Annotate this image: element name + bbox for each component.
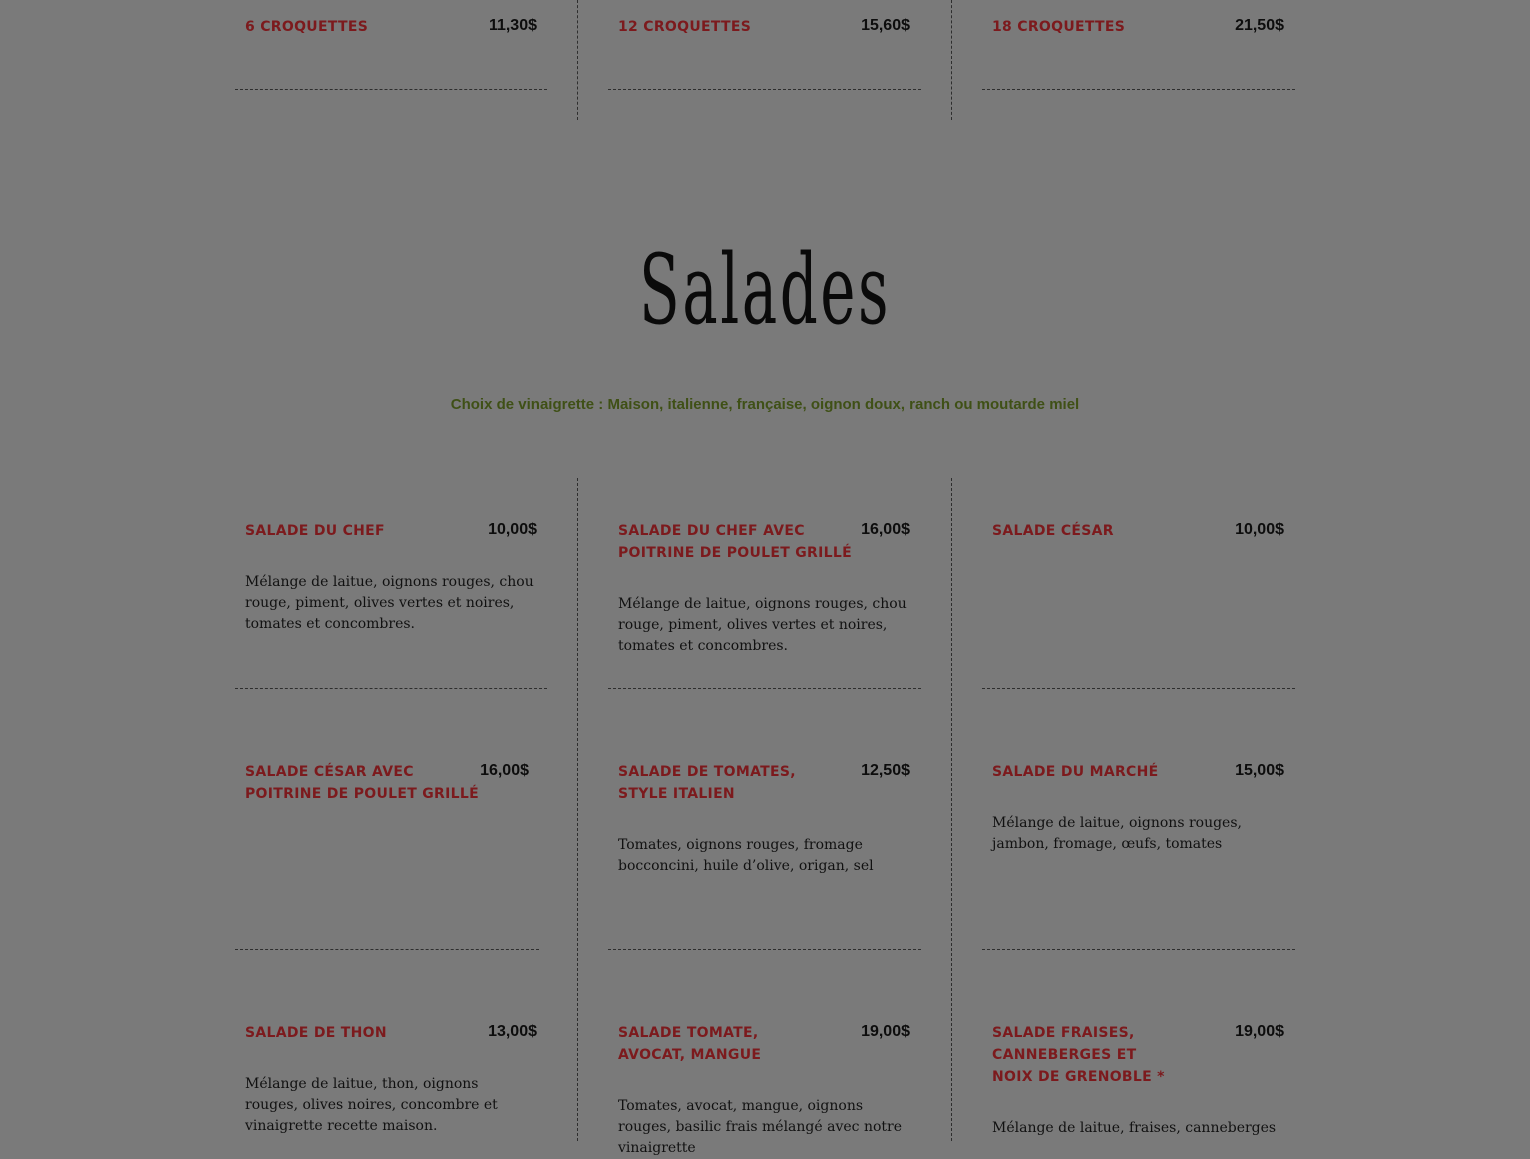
item-price: 15,60$ (861, 17, 910, 34)
item-name: SALADE DU CHEF AVEC POITRINE DE POULET GRILLÉ (618, 523, 852, 561)
item-separator (982, 89, 1295, 90)
item-price: 10,00$ (1235, 521, 1284, 538)
item-price: 11,30$ (488, 17, 537, 34)
item-description: Mélange de laitue, thon, oignons rouges, olives noires, concombre et vinaigrette recette maison. (245, 1076, 498, 1134)
item-separator (235, 949, 539, 950)
item-price: 16,00$ (861, 521, 910, 538)
item-name: 6 CROQUETTES (245, 19, 369, 35)
item-separator (235, 89, 547, 90)
item-price: 13,00$ (488, 1023, 537, 1040)
section-title: Salades (638, 234, 892, 346)
item-name: SALADE FRAISES, CANNEBERGES ET NOIX DE GRENOBLE * (992, 1025, 1165, 1085)
item-name: 12 CROQUETTES (618, 19, 752, 35)
item-name: SALADE DU MARCHÉ (992, 764, 1159, 780)
item-price: 19,00$ (1235, 1023, 1284, 1040)
item-name: SALADE CÉSAR AVEC POITRINE DE POULET GRILLÉ (245, 764, 479, 802)
item-name: SALADE TOMATE, AVOCAT, MANGUE (618, 1025, 762, 1063)
item-description: Mélange de laitue, oignons rouges, jambon, fromage, œufs, tomates (992, 815, 1242, 852)
item-name: SALADE DE TOMATES, STYLE ITALIEN (618, 764, 796, 802)
item-description: Mélange de laitue, oignons rouges, chou rouge, piment, olives vertes et noires, tomates et concombres. (618, 596, 907, 654)
item-name: SALADE CÉSAR (992, 523, 1114, 539)
item-separator (608, 688, 921, 689)
item-name: 18 CROQUETTES (992, 19, 1126, 35)
item-separator (982, 688, 1295, 689)
item-separator (235, 688, 547, 689)
column-divider (577, 478, 578, 1141)
column-divider (951, 478, 952, 1141)
item-separator (982, 949, 1295, 950)
item-price: 21,50$ (1235, 17, 1284, 34)
item-price: 16,00$ (480, 762, 529, 779)
item-price: 12,50$ (861, 762, 910, 779)
item-description: Mélange de laitue, fraises, canneberges (992, 1120, 1277, 1136)
item-price: 19,00$ (861, 1023, 910, 1040)
item-separator (608, 89, 921, 90)
section-subtitle: Choix de vinaigrette : Maison, italienne, française, oignon doux, ranch ou moutarde miel (450, 396, 1080, 413)
item-price: 15,00$ (1235, 762, 1284, 779)
item-description: Tomates, oignons rouges, fromage bocconcini, huile d’olive, origan, sel (618, 837, 874, 874)
item-price: 10,00$ (488, 521, 537, 538)
item-separator (608, 949, 921, 950)
column-divider (577, 0, 578, 120)
column-divider (951, 0, 952, 120)
item-description: Tomates, avocat, mangue, oignons rouges, basilic frais mélangé avec notre vinaigrette (618, 1098, 902, 1156)
item-description: Mélange de laitue, oignons rouges, chou rouge, piment, olives vertes et noires, tomates et concombres. (245, 574, 534, 632)
item-name: SALADE DU CHEF (245, 523, 385, 539)
item-name: SALADE DE THON (245, 1025, 387, 1041)
